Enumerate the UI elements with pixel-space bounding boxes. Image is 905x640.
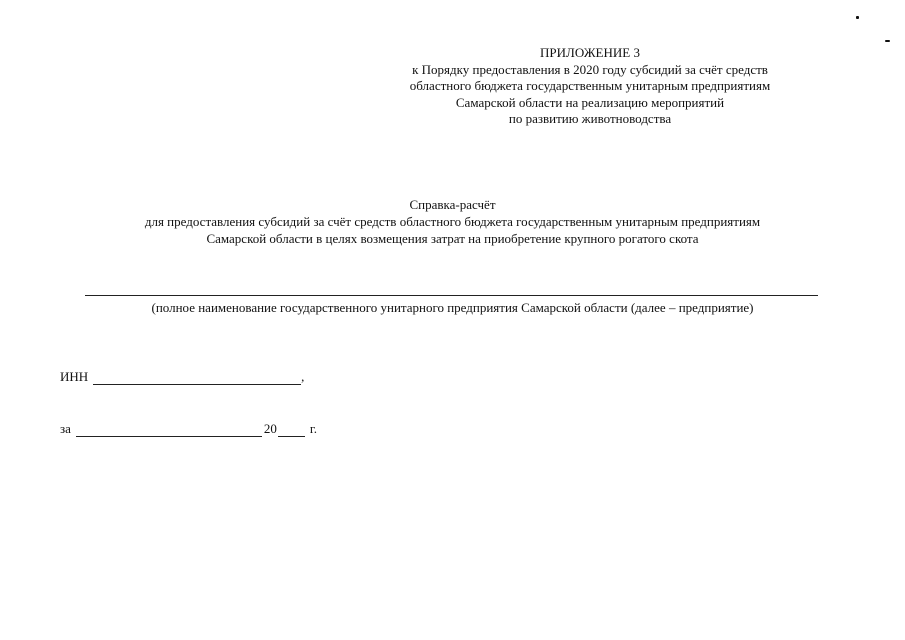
enterprise-name-caption: (полное наименование государственного унитарного предприятия Самарской области (далее – предприятие) xyxy=(151,300,754,315)
period-prefix: за xyxy=(60,421,71,436)
appendix-line: к Порядку предоставления в 2020 году субсидий за счёт средств xyxy=(412,61,768,77)
appendix-line: по развитию животноводства xyxy=(508,111,672,126)
appendix-title: ПРИЛОЖЕНИЕ 3 xyxy=(540,45,640,60)
year-field[interactable] xyxy=(278,422,305,437)
appendix-header xyxy=(340,45,840,128)
inn-label: ИНН xyxy=(60,369,89,384)
period-field[interactable] xyxy=(76,422,262,437)
scan-speck xyxy=(856,16,859,19)
document-subtitle-line: Самарской области в целях возмещения затрат на приобретение крупного рогатого скота xyxy=(206,231,699,246)
appendix-line: Самарской области на реализацию мероприятий xyxy=(455,94,725,110)
document-subtitle-line: для предоставления субсидий за счёт средств областного бюджета государственным унитарным предприятиям xyxy=(144,214,761,229)
year-prefix: 20 xyxy=(263,421,277,436)
period-row xyxy=(60,421,317,437)
inn-suffix: , xyxy=(301,369,305,384)
year-suffix: г. xyxy=(309,421,318,436)
document-heading: Справка-расчёт xyxy=(409,197,496,212)
scan-speck xyxy=(885,40,890,42)
document-title-block xyxy=(0,196,905,247)
inn-row xyxy=(60,369,304,385)
inn-field[interactable] xyxy=(93,370,301,385)
appendix-line: областного бюджета государственным унитарным предприятиям xyxy=(409,78,771,93)
enterprise-name-field[interactable] xyxy=(85,295,818,296)
